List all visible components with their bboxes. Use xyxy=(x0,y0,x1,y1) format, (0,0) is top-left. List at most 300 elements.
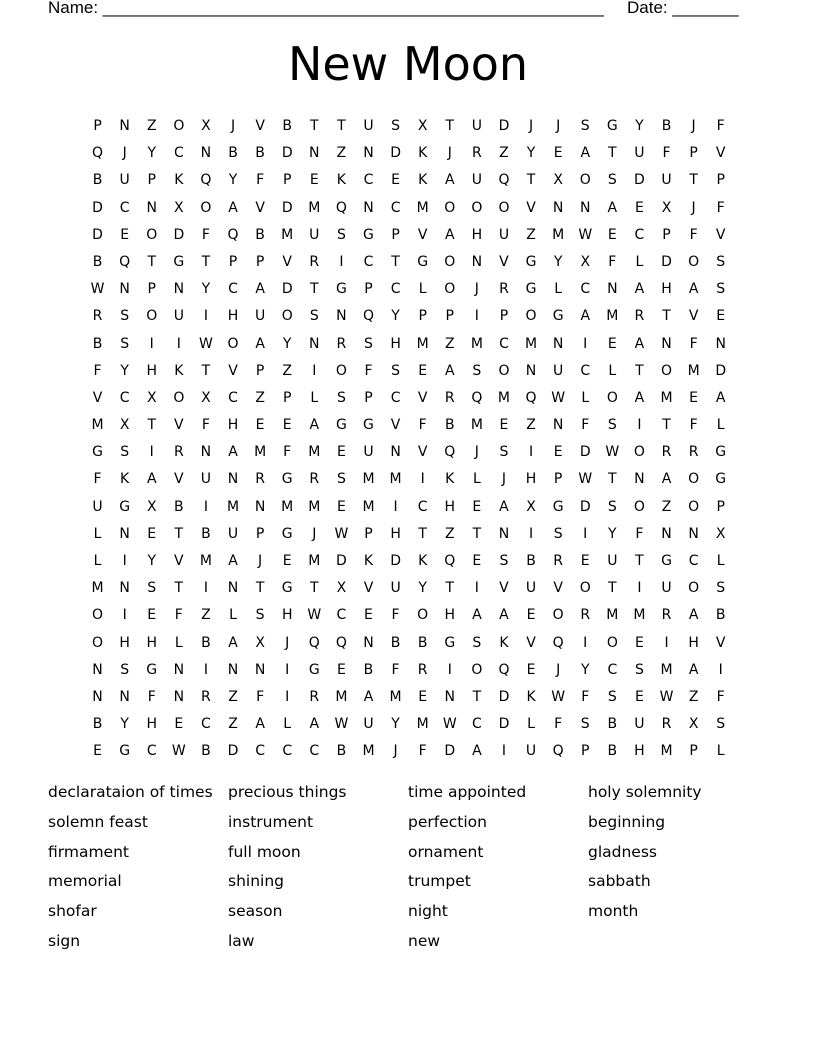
grid-letter[interactable]: S xyxy=(255,607,265,624)
grid-letter[interactable]: C xyxy=(228,281,238,298)
grid-letter[interactable]: C xyxy=(201,716,211,733)
grid-letter[interactable]: A xyxy=(228,444,238,461)
grid-letter[interactable]: B xyxy=(174,498,184,515)
grid-letter[interactable]: V xyxy=(417,226,428,243)
grid-letter[interactable]: O xyxy=(525,308,537,325)
grid-letter[interactable]: P xyxy=(255,525,265,542)
grid-letter[interactable]: O xyxy=(146,308,158,325)
grid-letter[interactable]: D xyxy=(227,743,239,760)
grid-letter[interactable]: T xyxy=(391,253,400,270)
grid-letter[interactable]: C xyxy=(607,661,618,678)
grid-letter[interactable]: O xyxy=(471,199,483,216)
grid-letter[interactable]: Y xyxy=(635,118,644,134)
grid-letter[interactable]: U xyxy=(254,308,266,325)
grid-letter[interactable]: C xyxy=(255,743,265,760)
grid-letter[interactable]: C xyxy=(499,335,509,352)
grid-letter[interactable]: X xyxy=(174,199,184,216)
grid-letter[interactable]: K xyxy=(418,145,428,162)
grid-letter[interactable]: R xyxy=(201,688,211,705)
grid-letter[interactable]: Y xyxy=(391,308,400,325)
grid-letter[interactable]: T xyxy=(635,362,644,379)
grid-letter[interactable]: E xyxy=(716,308,726,325)
grid-letter[interactable]: N xyxy=(254,661,266,678)
grid-letter[interactable]: R xyxy=(634,308,645,325)
grid-letter[interactable]: C xyxy=(363,253,374,270)
grid-letter[interactable]: A xyxy=(146,471,157,488)
grid-letter[interactable]: Z xyxy=(688,688,699,705)
grid-letter[interactable]: O xyxy=(281,308,293,325)
grid-letter[interactable]: L xyxy=(716,417,725,434)
grid-letter[interactable]: U xyxy=(363,118,374,134)
grid-letter[interactable]: G xyxy=(715,444,727,461)
grid-letter[interactable]: M xyxy=(226,498,240,515)
grid-letter[interactable]: U xyxy=(309,226,320,243)
grid-letter[interactable]: O xyxy=(92,607,104,624)
grid-letter[interactable]: F xyxy=(716,118,725,134)
grid-letter[interactable]: O xyxy=(92,634,104,651)
grid-letter[interactable]: M xyxy=(91,580,104,597)
grid-letter[interactable]: O xyxy=(200,199,212,216)
grid-letter[interactable]: E xyxy=(472,498,482,515)
grid-letter[interactable]: M xyxy=(552,226,565,243)
grid-letter[interactable]: U xyxy=(553,362,564,379)
grid-letter[interactable]: U xyxy=(634,145,645,162)
grid-letter[interactable]: A xyxy=(444,362,455,379)
grid-letter[interactable]: A xyxy=(228,553,238,569)
grid-letter[interactable]: M xyxy=(308,444,321,461)
grid-letter[interactable]: Y xyxy=(418,580,427,597)
grid-letter[interactable]: D xyxy=(579,444,591,461)
grid-letter[interactable]: J xyxy=(528,118,534,134)
grid-letter[interactable]: E xyxy=(336,498,346,515)
grid-letter[interactable]: B xyxy=(92,716,103,733)
grid-letter[interactable]: H xyxy=(390,525,401,542)
grid-letter[interactable]: H xyxy=(146,362,157,379)
grid-letter[interactable]: T xyxy=(310,118,319,134)
grid-letter[interactable]: E xyxy=(93,743,102,760)
grid-letter[interactable]: O xyxy=(173,389,185,406)
grid-letter[interactable]: L xyxy=(716,553,725,569)
grid-letter[interactable]: A xyxy=(255,335,265,352)
grid-letter[interactable]: Y xyxy=(282,335,292,352)
grid-letter[interactable]: T xyxy=(255,580,265,597)
grid-letter[interactable]: E xyxy=(526,661,536,678)
grid-letter[interactable]: P xyxy=(445,308,454,325)
grid-letter[interactable]: P xyxy=(553,471,563,488)
grid-letter[interactable]: C xyxy=(336,607,347,624)
grid-letter[interactable]: M xyxy=(335,688,348,705)
grid-letter[interactable]: Q xyxy=(119,253,131,270)
grid-letter[interactable]: G xyxy=(552,498,564,515)
grid-letter[interactable]: G xyxy=(92,444,103,461)
grid-letter[interactable]: C xyxy=(146,743,157,760)
grid-letter[interactable]: U xyxy=(173,308,184,325)
grid-letter[interactable]: F xyxy=(689,417,698,434)
grid-letter[interactable]: D xyxy=(336,553,347,569)
grid-letter[interactable]: F xyxy=(93,471,102,488)
grid-letter[interactable]: R xyxy=(309,688,320,705)
grid-letter[interactable]: E xyxy=(309,172,319,189)
grid-letter[interactable]: C xyxy=(173,145,184,162)
grid-letter[interactable]: W xyxy=(551,688,566,705)
grid-letter[interactable]: L xyxy=(716,743,725,760)
grid-letter[interactable]: S xyxy=(364,335,373,352)
grid-letter[interactable]: J xyxy=(501,471,507,488)
grid-letter[interactable]: Y xyxy=(120,716,129,733)
grid-letter[interactable]: N xyxy=(227,580,239,597)
grid-letter[interactable]: L xyxy=(283,716,292,733)
grid-letter[interactable]: M xyxy=(281,226,294,243)
grid-letter[interactable]: M xyxy=(416,199,429,216)
grid-letter[interactable]: Z xyxy=(282,362,292,379)
grid-letter[interactable]: B xyxy=(201,525,211,542)
grid-letter[interactable]: E xyxy=(472,553,482,569)
grid-letter[interactable]: H xyxy=(281,607,293,624)
grid-letter[interactable]: T xyxy=(472,525,482,542)
grid-letter[interactable]: M xyxy=(633,607,646,624)
grid-letter[interactable]: N xyxy=(390,444,401,461)
grid-letter[interactable]: T xyxy=(174,580,184,597)
grid-letter[interactable]: M xyxy=(362,498,375,515)
grid-letter[interactable]: V xyxy=(715,226,726,243)
grid-letter[interactable]: M xyxy=(660,389,673,406)
grid-letter[interactable]: R xyxy=(580,607,591,624)
grid-letter[interactable]: O xyxy=(417,607,429,624)
grid-letter[interactable]: D xyxy=(634,172,645,189)
grid-letter[interactable]: L xyxy=(581,389,590,406)
grid-letter[interactable]: T xyxy=(445,118,455,134)
grid-letter[interactable]: A xyxy=(688,661,699,678)
grid-letter[interactable]: F xyxy=(93,362,102,379)
grid-letter[interactable]: B xyxy=(201,634,211,651)
grid-letter[interactable]: V xyxy=(688,308,699,325)
grid-letter[interactable]: W xyxy=(199,335,213,352)
grid-letter[interactable]: Z xyxy=(228,716,238,733)
grid-letter[interactable]: I xyxy=(420,471,425,488)
grid-letter[interactable]: A xyxy=(580,308,591,325)
grid-letter[interactable]: B xyxy=(255,226,265,243)
grid-letter[interactable]: U xyxy=(119,172,130,189)
grid-letter[interactable]: I xyxy=(528,444,534,461)
grid-letter[interactable]: C xyxy=(417,498,428,515)
grid-letter[interactable]: E xyxy=(282,417,292,434)
grid-letter[interactable]: F xyxy=(201,226,210,243)
grid-letter[interactable]: R xyxy=(444,389,455,406)
grid-letter[interactable]: R xyxy=(499,281,509,298)
grid-letter[interactable]: N xyxy=(227,471,239,488)
grid-letter[interactable]: L xyxy=(93,525,102,542)
grid-letter[interactable]: U xyxy=(634,716,645,733)
grid-letter[interactable]: A xyxy=(444,172,455,189)
grid-letter[interactable]: T xyxy=(201,253,211,270)
grid-letter[interactable]: U xyxy=(471,172,482,189)
grid-letter[interactable]: H xyxy=(119,634,130,651)
grid-letter[interactable]: M xyxy=(362,471,375,488)
grid-letter[interactable]: O xyxy=(444,281,456,298)
grid-letter[interactable]: B xyxy=(255,145,265,162)
grid-letter[interactable]: Q xyxy=(498,661,510,678)
grid-letter[interactable]: J xyxy=(691,199,696,216)
grid-letter[interactable]: J xyxy=(312,525,317,542)
grid-letter[interactable]: Q xyxy=(362,308,374,325)
grid-letter[interactable]: V xyxy=(174,417,184,434)
grid-letter[interactable]: L xyxy=(554,281,563,298)
grid-letter[interactable]: C xyxy=(580,281,591,298)
grid-letter[interactable]: Y xyxy=(553,253,563,270)
grid-letter[interactable]: Q xyxy=(471,389,483,406)
grid-letter[interactable]: W xyxy=(442,716,457,733)
grid-letter[interactable]: Q xyxy=(525,389,537,406)
grid-letter[interactable]: W xyxy=(307,607,322,624)
grid-letter[interactable]: Y xyxy=(147,553,157,569)
grid-letter[interactable]: L xyxy=(174,634,183,651)
grid-letter[interactable]: U xyxy=(661,580,672,597)
grid-letter[interactable]: I xyxy=(312,362,317,379)
grid-letter[interactable]: H xyxy=(634,743,645,760)
grid-letter[interactable]: J xyxy=(474,444,479,461)
grid-letter[interactable]: C xyxy=(580,362,591,379)
grid-letter[interactable]: S xyxy=(634,661,644,678)
grid-letter[interactable]: U xyxy=(661,172,672,189)
grid-letter[interactable]: B xyxy=(526,553,536,569)
grid-letter[interactable]: O xyxy=(227,335,239,352)
grid-letter[interactable]: O xyxy=(335,362,347,379)
grid-letter[interactable]: E xyxy=(580,553,590,569)
grid-letter[interactable]: K xyxy=(336,172,346,189)
grid-letter[interactable]: D xyxy=(498,118,510,134)
grid-letter[interactable]: P xyxy=(147,172,156,189)
grid-letter[interactable]: F xyxy=(256,688,265,705)
grid-letter[interactable]: S xyxy=(336,226,346,243)
grid-letter[interactable]: F xyxy=(256,172,265,189)
grid-letter[interactable]: M xyxy=(606,607,619,624)
grid-letter[interactable]: P xyxy=(255,362,265,379)
grid-letter[interactable]: N xyxy=(309,145,320,162)
grid-letter[interactable]: E xyxy=(553,145,563,162)
grid-letter[interactable]: I xyxy=(637,580,642,597)
grid-letter[interactable]: B xyxy=(607,716,618,733)
grid-letter[interactable]: K xyxy=(418,172,428,189)
grid-letter[interactable]: S xyxy=(607,417,617,434)
grid-letter[interactable]: O xyxy=(146,226,158,243)
grid-letter[interactable]: A xyxy=(472,743,482,760)
grid-letter[interactable]: K xyxy=(120,471,130,488)
grid-letter[interactable]: N xyxy=(336,308,347,325)
grid-letter[interactable]: G xyxy=(308,661,320,678)
grid-letter[interactable]: P xyxy=(255,253,265,270)
grid-letter[interactable]: F xyxy=(716,199,725,216)
grid-letter[interactable]: O xyxy=(579,172,591,189)
grid-letter[interactable]: P xyxy=(282,389,292,406)
grid-letter[interactable]: O xyxy=(688,580,700,597)
grid-letter[interactable]: D xyxy=(498,688,510,705)
grid-letter[interactable]: F xyxy=(364,362,373,379)
grid-letter[interactable]: G xyxy=(363,417,374,434)
grid-letter[interactable]: M xyxy=(416,716,429,733)
grid-letter[interactable]: P xyxy=(282,172,292,189)
grid-letter[interactable]: R xyxy=(553,553,563,569)
grid-letter[interactable]: A xyxy=(228,634,238,651)
grid-letter[interactable]: N xyxy=(471,253,483,270)
grid-letter[interactable]: Q xyxy=(444,553,456,569)
grid-letter[interactable]: E xyxy=(147,607,157,624)
grid-letter[interactable]: N xyxy=(173,281,185,298)
grid-letter[interactable]: A xyxy=(715,389,726,406)
grid-letter[interactable]: L xyxy=(93,553,102,569)
grid-letter[interactable]: S xyxy=(580,118,590,134)
grid-letter[interactable]: Y xyxy=(580,661,590,678)
grid-letter[interactable]: D xyxy=(715,362,727,379)
grid-letter[interactable]: D xyxy=(444,743,456,760)
grid-letter[interactable]: U xyxy=(200,471,212,488)
grid-letter[interactable]: F xyxy=(689,226,698,243)
grid-letter[interactable]: H xyxy=(661,281,672,298)
grid-letter[interactable]: S xyxy=(716,580,726,597)
grid-letter[interactable]: J xyxy=(230,118,236,134)
grid-letter[interactable]: G xyxy=(281,525,293,542)
grid-letter[interactable]: N xyxy=(363,634,374,651)
grid-letter[interactable]: N xyxy=(552,335,564,352)
grid-letter[interactable]: T xyxy=(201,362,211,379)
grid-letter[interactable]: P xyxy=(689,145,698,162)
grid-letter[interactable]: I xyxy=(664,634,669,651)
grid-letter[interactable]: N xyxy=(92,661,103,678)
grid-letter[interactable]: P xyxy=(364,281,373,298)
grid-letter[interactable]: T xyxy=(689,172,698,189)
grid-letter[interactable]: B xyxy=(336,743,347,760)
grid-letter[interactable]: N xyxy=(661,525,672,542)
grid-letter[interactable]: Q xyxy=(92,145,104,162)
grid-letter[interactable]: X xyxy=(688,716,699,733)
grid-letter[interactable]: X xyxy=(146,498,157,515)
grid-letter[interactable]: N xyxy=(579,199,591,216)
grid-letter[interactable]: J xyxy=(556,118,561,134)
grid-letter[interactable]: I xyxy=(583,335,588,352)
grid-letter[interactable]: E xyxy=(120,226,130,243)
grid-letter[interactable]: M xyxy=(308,498,321,515)
grid-letter[interactable]: E xyxy=(634,634,644,651)
grid-letter[interactable]: D xyxy=(498,716,510,733)
grid-letter[interactable]: N xyxy=(444,688,455,705)
grid-letter[interactable]: P xyxy=(581,743,590,760)
grid-letter[interactable]: M xyxy=(91,417,104,434)
grid-letter[interactable]: I xyxy=(122,607,127,624)
grid-letter[interactable]: O xyxy=(579,580,591,597)
grid-letter[interactable]: I xyxy=(474,308,479,325)
grid-letter[interactable]: O xyxy=(661,362,673,379)
grid-letter[interactable]: W xyxy=(334,525,349,542)
grid-letter[interactable]: O xyxy=(688,498,700,515)
grid-letter[interactable]: P xyxy=(716,172,725,189)
grid-letter[interactable]: P xyxy=(228,253,238,270)
grid-letter[interactable]: Q xyxy=(308,634,320,651)
grid-letter[interactable]: T xyxy=(147,253,157,270)
grid-letter[interactable]: P xyxy=(147,281,156,298)
grid-letter[interactable]: N xyxy=(119,525,130,542)
grid-letter[interactable]: W xyxy=(605,444,620,461)
grid-letter[interactable]: Z xyxy=(201,607,211,624)
grid-letter[interactable]: B xyxy=(282,118,292,134)
grid-letter[interactable]: C xyxy=(119,389,130,406)
grid-letter[interactable]: I xyxy=(637,417,642,434)
grid-letter[interactable]: M xyxy=(470,417,483,434)
grid-letter[interactable]: D xyxy=(661,253,672,270)
grid-letter[interactable]: C xyxy=(282,743,293,760)
grid-letter[interactable]: E xyxy=(499,417,509,434)
grid-letter[interactable]: B xyxy=(228,145,238,162)
grid-letter[interactable]: A xyxy=(580,145,591,162)
grid-letter[interactable]: R xyxy=(471,145,482,162)
grid-letter[interactable]: E xyxy=(391,172,400,189)
grid-letter[interactable]: O xyxy=(498,362,510,379)
grid-letter[interactable]: N xyxy=(119,688,130,705)
grid-letter[interactable]: B xyxy=(417,634,428,651)
grid-letter[interactable]: J xyxy=(258,553,263,569)
grid-letter[interactable]: G xyxy=(606,118,618,134)
grid-letter[interactable]: N xyxy=(309,335,320,352)
grid-letter[interactable]: E xyxy=(255,417,265,434)
grid-letter[interactable]: Y xyxy=(608,525,617,542)
grid-letter[interactable]: S xyxy=(120,308,130,325)
grid-letter[interactable]: L xyxy=(635,253,644,270)
grid-letter[interactable]: A xyxy=(499,607,509,624)
grid-letter[interactable]: F xyxy=(174,607,183,624)
grid-letter[interactable]: F xyxy=(201,417,210,434)
grid-letter[interactable]: H xyxy=(390,335,401,352)
grid-letter[interactable]: Q xyxy=(335,199,347,216)
grid-letter[interactable]: A xyxy=(607,199,618,216)
grid-letter[interactable]: K xyxy=(174,172,184,189)
grid-letter[interactable]: C xyxy=(390,389,401,406)
grid-letter[interactable]: P xyxy=(499,308,509,325)
grid-letter[interactable]: K xyxy=(174,362,184,379)
grid-letter[interactable]: X xyxy=(119,417,130,434)
grid-letter[interactable]: N xyxy=(119,281,130,298)
grid-letter[interactable]: L xyxy=(608,362,617,379)
grid-letter[interactable]: Z xyxy=(499,145,509,162)
grid-letter[interactable]: O xyxy=(606,389,618,406)
grid-letter[interactable]: S xyxy=(120,444,130,461)
grid-letter[interactable]: R xyxy=(309,253,320,270)
grid-letter[interactable]: X xyxy=(580,253,591,270)
grid-letter[interactable]: O xyxy=(633,444,645,461)
grid-letter[interactable]: G xyxy=(661,553,672,569)
grid-letter[interactable]: W xyxy=(578,471,593,488)
grid-letter[interactable]: I xyxy=(447,661,452,678)
grid-letter[interactable]: V xyxy=(417,389,428,406)
grid-letter[interactable]: E xyxy=(526,607,536,624)
grid-letter[interactable]: U xyxy=(390,580,401,597)
grid-letter[interactable]: X xyxy=(526,498,536,515)
grid-letter[interactable]: B xyxy=(92,172,103,189)
grid-letter[interactable]: V xyxy=(255,199,265,216)
grid-letter[interactable]: Q xyxy=(498,172,510,189)
grid-letter[interactable]: U xyxy=(498,226,510,243)
grid-letter[interactable]: G xyxy=(417,253,429,270)
grid-letter[interactable]: B xyxy=(661,118,672,134)
grid-letter[interactable]: M xyxy=(470,335,483,352)
grid-letter[interactable]: R xyxy=(661,444,672,461)
grid-letter[interactable]: A xyxy=(661,471,672,488)
grid-letter[interactable]: G xyxy=(173,253,185,270)
grid-letter[interactable]: F xyxy=(418,743,427,760)
grid-letter[interactable]: O xyxy=(633,498,645,515)
grid-letter[interactable]: D xyxy=(390,145,401,162)
grid-letter[interactable]: E xyxy=(607,226,617,243)
grid-letter[interactable]: Q xyxy=(200,172,212,189)
grid-letter[interactable]: Q xyxy=(552,743,564,760)
grid-letter[interactable]: P xyxy=(364,389,373,406)
